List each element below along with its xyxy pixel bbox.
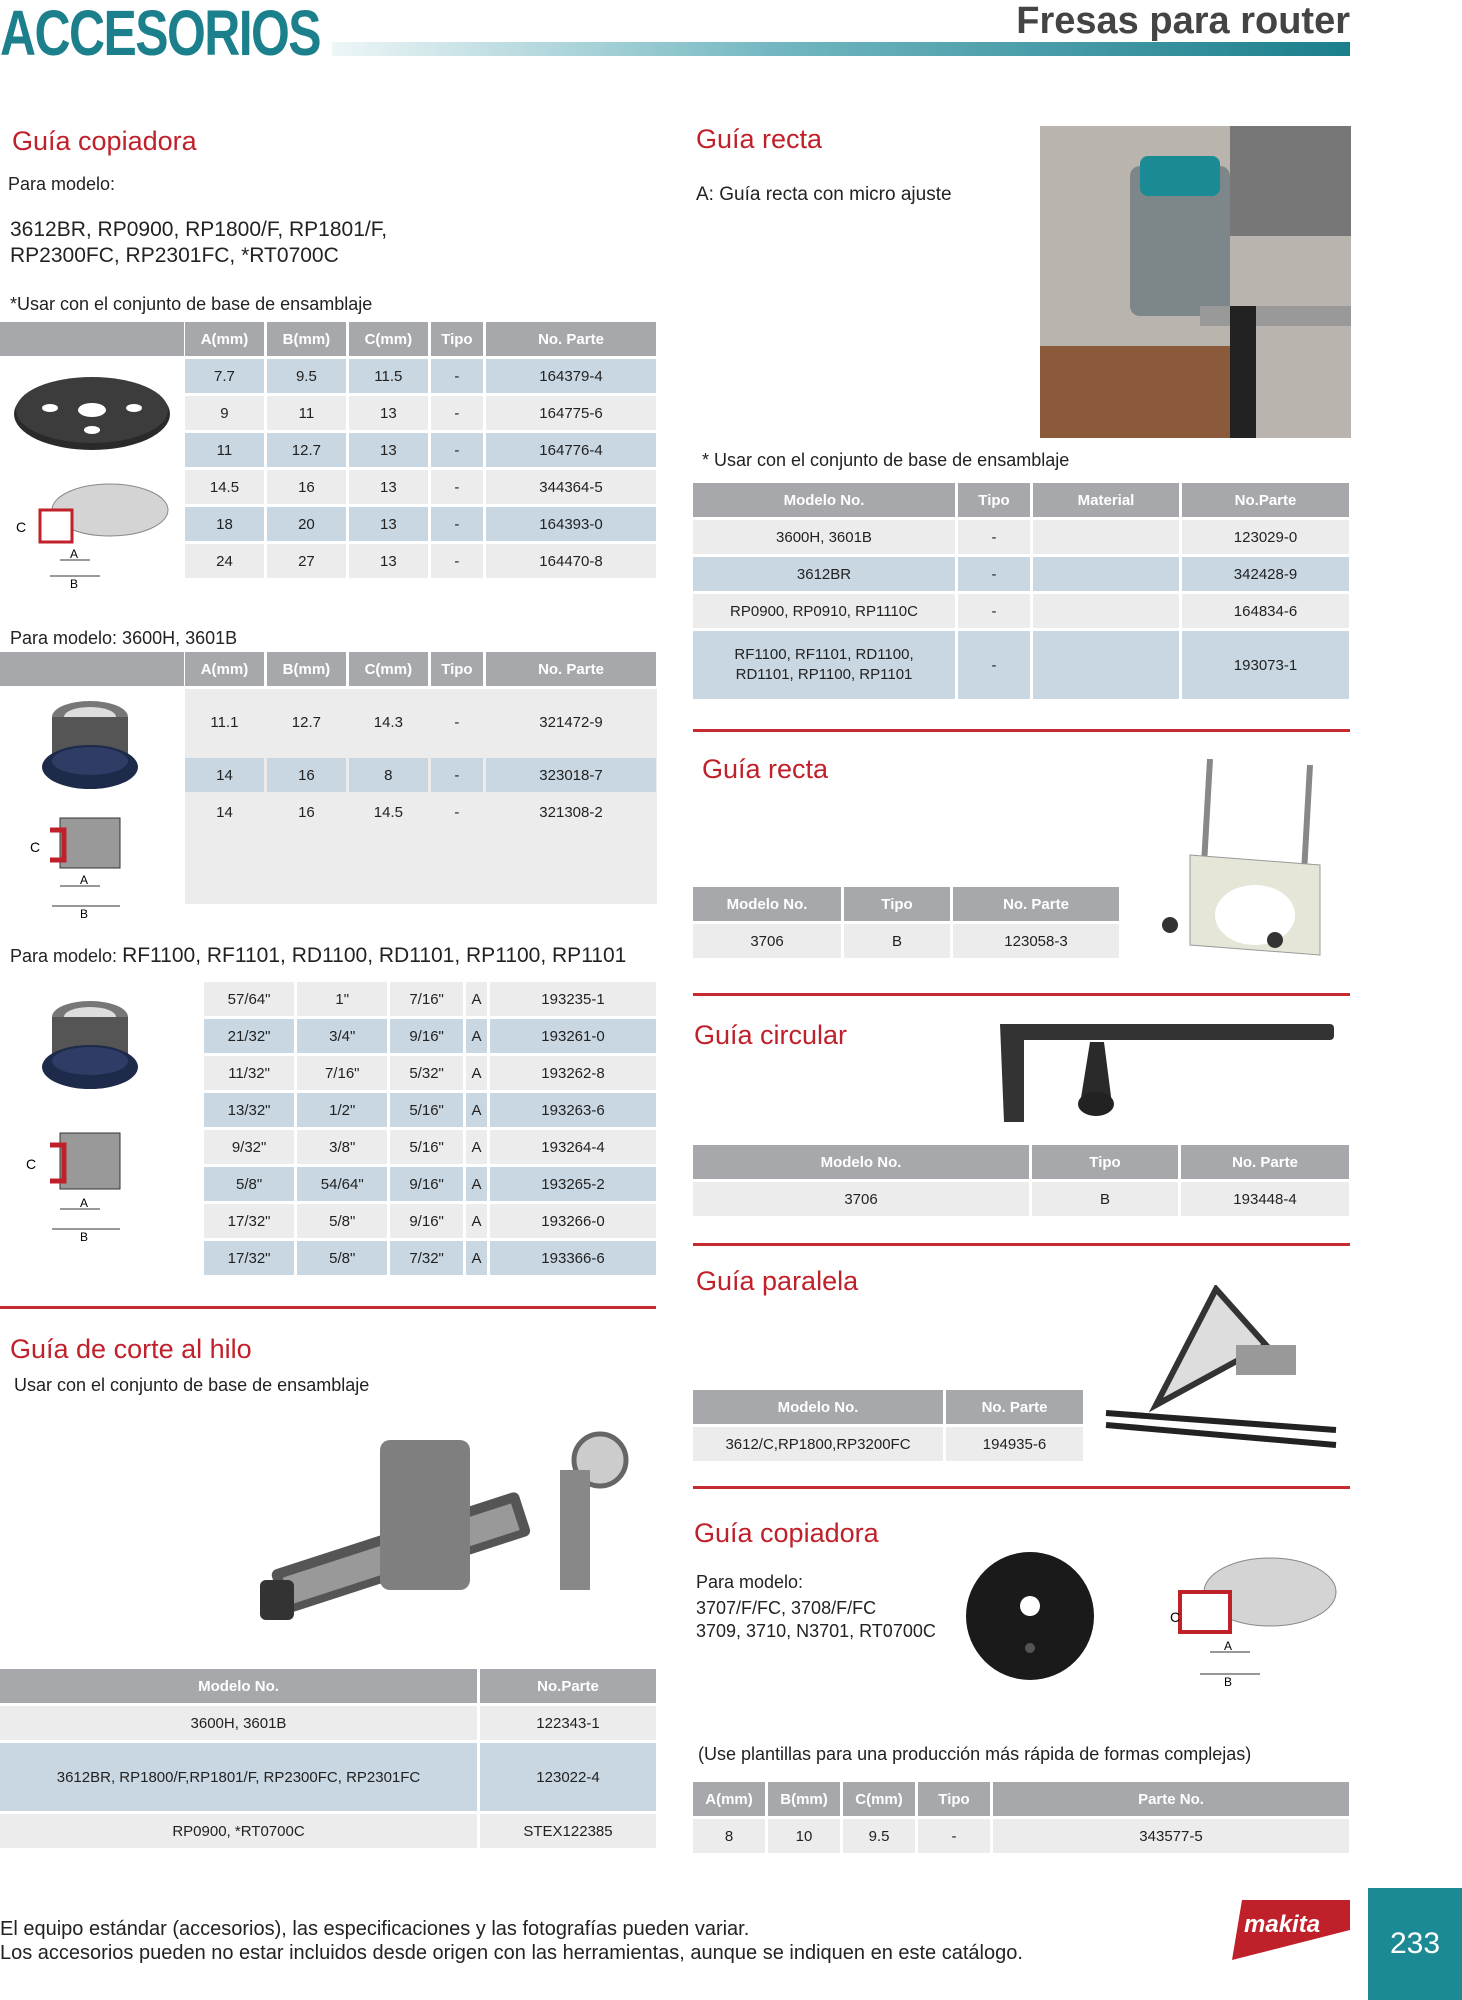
guia-paralela-table [690,1387,1086,1464]
cell: 18 [185,507,264,541]
table-row [0,1706,656,1740]
cell: 5/8" [204,1167,294,1201]
dim-b-label: B [70,577,79,590]
cell: 17/32" [204,1241,294,1275]
cell: 3612BR [693,557,955,591]
guia-recta-table [690,480,1352,702]
template-guide-image [962,1548,1098,1684]
col-modelo: Modelo No. [693,887,841,921]
cell: 343577-5 [993,1819,1349,1853]
cell: 1" [297,982,387,1016]
cell: 164776-4 [486,433,656,467]
cell: - [431,433,483,467]
corte-hilo-table [0,1666,659,1851]
table-row [693,1819,1349,1853]
col-tipo: Tipo [958,483,1030,517]
cell: B [844,924,950,958]
dim-c-label: C [16,519,27,535]
cell [1033,557,1179,591]
section-heading-guia-copiadora-2: Guía copiadora [694,1518,879,1548]
table-row [204,1167,656,1201]
cell: RP0900, RP0910, RP1110C [693,594,955,628]
para-modelo-rf-label [10,944,626,968]
cell: 164470-8 [486,544,656,578]
col-tipo: Tipo [844,887,950,921]
straight-guide-image [1150,755,1340,970]
cell: A [466,1019,487,1053]
col-material: Material [1033,483,1179,517]
table-header-spacer [0,322,184,356]
footer-line-1: El equipo estándar (accesorios), las especificaciones y las fotografías pueden variar. [0,1918,750,1940]
models-line-2: RP2300FC, RP2301FC, *RT0700C [10,244,339,267]
table-row [204,1056,656,1090]
section-heading-guia-recta: Guía recta [696,124,823,154]
table-row [185,689,656,755]
cell: - [431,507,483,541]
col-parte: Parte No. [993,1782,1349,1816]
col-b: B(mm) [267,322,346,356]
cell: 7.7 [185,359,264,393]
table-row [185,396,656,430]
table-row [204,1019,656,1053]
cell: 57/64" [204,982,294,1016]
col-modelo: Modelo No. [0,1669,477,1703]
cell: - [958,520,1030,554]
dim-c-label: C [1170,1609,1181,1625]
dim-b-label: B [80,1230,89,1244]
cell: 164775-6 [486,396,656,430]
col-tipo: Tipo [1032,1145,1178,1179]
cell: 12.7 [267,689,346,755]
cell: B [1032,1182,1178,1216]
col-tipo: Tipo [918,1782,990,1816]
section-heading-guia-circular: Guía circular [694,1020,848,1050]
template-note: (Use plantillas para una producción más rápida de formas complejas) [698,1744,1252,1764]
modelo-3600-table [182,649,659,832]
cell: A [466,1056,487,1090]
dim-a-label: A [80,1196,89,1210]
table-row [693,1182,1349,1216]
cell: - [431,544,483,578]
col-b: B(mm) [267,652,346,686]
cell: 9/32" [204,1130,294,1164]
cell: 164379-4 [486,359,656,393]
guia-recta-2-table [690,884,1122,961]
cell: 14.3 [349,689,428,755]
cell: 7/16" [390,982,463,1016]
cell: 193448-4 [1181,1182,1349,1216]
col-c: C(mm) [349,322,428,356]
cell: 9/16" [390,1167,463,1201]
circular-guide-image [994,1012,1344,1130]
table-row [185,470,656,504]
rip-fence-image [260,1410,640,1630]
cell: 9.5 [267,359,346,393]
cell: 20 [267,507,346,541]
table-row [185,433,656,467]
cell: 193366-6 [490,1241,656,1275]
cell: A [466,1130,487,1164]
cell: 123022-4 [480,1743,656,1811]
col-parte: No. Parte [486,322,656,356]
para-modelo-models: RF1100, RF1101, RD1100, RD1101, RP1100, RP1101 [122,944,627,967]
cell: 123029-0 [1182,520,1349,554]
divider [0,1306,656,1309]
cell: 3/8" [297,1130,387,1164]
page-title: Fresas para router [1016,0,1350,42]
table-header-spacer [0,652,184,686]
table-row [0,1814,656,1848]
cell: 8 [349,758,428,792]
col-parte: No.Parte [1182,483,1349,517]
col-c: C(mm) [843,1782,915,1816]
cell: - [431,470,483,504]
cell: - [431,359,483,393]
col-parte: No. Parte [946,1390,1083,1424]
cell: 9 [185,396,264,430]
table-row [185,795,656,829]
cell: 13 [349,433,428,467]
col-modelo: Modelo No. [693,483,955,517]
bushing-diagram [20,810,140,920]
cell: RP0900, *RT0700C [0,1814,477,1848]
table-row [693,924,1119,958]
cell: 3612BR, RP1800/F,RP1801/F, RP2300FC, RP2301FC [0,1743,477,1811]
table-row [204,1204,656,1238]
cell: 10 [768,1819,840,1853]
cell: - [431,795,483,829]
cell: RF1100, RF1101, RD1100, RD1101, RP1100, RP1101 [693,631,955,699]
parallel-guide-image [1096,1285,1346,1450]
cell: 13 [349,470,428,504]
cell: 193262-8 [490,1056,656,1090]
cell: 13/32" [204,1093,294,1127]
cell: 3706 [693,924,841,958]
cell: 13 [349,507,428,541]
para-modelo-label-2: Para modelo: [696,1572,804,1592]
cell: 11.5 [349,359,428,393]
assembly-note: *Usar con el conjunto de base de ensamblaje [10,294,373,314]
guia-copiadora-2-table [690,1779,1352,1856]
cell: 14.5 [349,795,428,829]
dim-c-label: C [30,839,41,855]
guia-recta-desc: A: Guía recta con micro ajuste [696,184,952,205]
cell: 5/16" [390,1130,463,1164]
cell: 193265-2 [490,1167,656,1201]
template-guide-diagram [1160,1552,1340,1692]
divider [693,1243,1350,1246]
table-row [204,982,656,1016]
guia-copiadora-table [182,319,659,581]
cell: - [958,557,1030,591]
cell: 193235-1 [490,982,656,1016]
cell: 14 [185,758,264,792]
cell: 123058-3 [953,924,1119,958]
cell: 3600H, 3601B [0,1706,477,1740]
cell: 11 [267,396,346,430]
cell: 7/16" [297,1056,387,1090]
table-row [204,1241,656,1275]
guia-recta-note: * Usar con el conjunto de base de ensamblaje [702,450,1070,470]
divider [693,993,1350,996]
cell: 14.5 [185,470,264,504]
table-row [693,557,1349,591]
col-c: C(mm) [349,652,428,686]
cell: 16 [267,795,346,829]
bushing-image-rf [40,995,140,1105]
section-heading-guia-paralela: Guía paralela [696,1266,859,1296]
cell: 9/16" [390,1204,463,1238]
col-parte: No. Parte [953,887,1119,921]
col-a: A(mm) [185,322,264,356]
divider [693,729,1350,732]
cell: 54/64" [297,1167,387,1201]
col-modelo: Modelo No. [693,1145,1029,1179]
cell: 3600H, 3601B [693,520,955,554]
cell: 8 [693,1819,765,1853]
cell: 321472-9 [486,689,656,755]
footer-line-2: Los accesorios pueden no estar incluidos desde origen con las herramientas, aunque se indiquen en este catálogo. [0,1942,1023,1964]
cell: 11/32" [204,1056,294,1090]
cell: A [466,1241,487,1275]
table-row [693,631,1349,699]
cell: 321308-2 [486,795,656,829]
makita-logo [1232,1890,1350,1970]
section-heading-corte-hilo: Guía de corte al hilo [10,1334,252,1364]
cell: 193073-1 [1182,631,1349,699]
bushing-diagram-rf [20,1125,140,1245]
table-row [185,507,656,541]
cell: 1/2" [297,1093,387,1127]
cell: 14 [185,795,264,829]
table-row [204,1093,656,1127]
cell: - [958,594,1030,628]
template-disc-image [10,370,175,455]
col-tipo: Tipo [431,652,483,686]
cell: 9/16" [390,1019,463,1053]
col-modelo: Modelo No. [693,1390,943,1424]
dim-a-label: A [70,547,79,561]
modelo-rf-table [201,979,659,1278]
cell: 194935-6 [946,1427,1083,1461]
dim-a-label: A [80,873,89,887]
table-row [185,758,656,792]
table-row [693,1427,1083,1461]
table-row [693,520,1349,554]
cell: 5/32" [390,1056,463,1090]
cell: 193264-4 [490,1130,656,1164]
table-row [185,359,656,393]
cell: 3706 [693,1182,1029,1216]
router-photo [1040,126,1351,438]
cell: 342428-9 [1182,557,1349,591]
cell [1033,631,1179,699]
para-modelo-prefix: Para modelo: [10,946,123,966]
cell: 122343-1 [480,1706,656,1740]
col-a: A(mm) [185,652,264,686]
table-row [185,544,656,578]
corte-hilo-note: Usar con el conjunto de base de ensamblaje [14,1375,370,1395]
col-a: A(mm) [693,1782,765,1816]
cross-section-diagram [10,470,170,590]
cell: 193266-0 [490,1204,656,1238]
cell: - [918,1819,990,1853]
cell: 9.5 [843,1819,915,1853]
dim-b-label: B [80,907,89,920]
col-parte: No. Parte [1181,1145,1349,1179]
cell: 193263-6 [490,1093,656,1127]
cell [1033,594,1179,628]
para-modelo-3600-label: Para modelo: 3600H, 3601B [10,628,238,648]
cell: 21/32" [204,1019,294,1053]
cell [1033,520,1179,554]
cell: 5/16" [390,1093,463,1127]
table-row [204,1130,656,1164]
header-bar [332,42,1350,56]
models-line-1b: 3707/F/FC, 3708/F/FC [696,1598,877,1618]
cell: 13 [349,544,428,578]
col-parte: No.Parte [480,1669,656,1703]
cell: 7/32" [390,1241,463,1275]
para-modelo-label: Para modelo: [8,174,116,194]
cell: 11.1 [185,689,264,755]
models-line-2b: 3709, 3710, N3701, RT0700C [696,1621,936,1641]
cell: 27 [267,544,346,578]
dim-a-label: A [1224,1639,1233,1653]
cell: 164834-6 [1182,594,1349,628]
cell: 17/32" [204,1204,294,1238]
cell: 3612/C,RP1800,RP3200FC [693,1427,943,1461]
bushing-image [40,695,140,805]
cell: 323018-7 [486,758,656,792]
table-row [693,594,1349,628]
guia-circular-table [690,1142,1352,1219]
cell: STEX122385 [480,1814,656,1848]
section-heading-guia-recta-2: Guía recta [702,754,829,784]
table-row [0,1743,656,1811]
cell: 16 [267,470,346,504]
cell: 193261-0 [490,1019,656,1053]
cell: A [466,1167,487,1201]
cell: - [958,631,1030,699]
cell: - [431,758,483,792]
col-parte: No. Parte [486,652,656,686]
brand-name: makita [1244,1911,1321,1938]
col-tipo: Tipo [431,322,483,356]
dim-b-label: B [1224,1675,1233,1689]
divider [693,1486,1350,1489]
cell: - [431,396,483,430]
section-title: ACCESORIOS [0,0,321,69]
cell: 16 [267,758,346,792]
cell: A [466,1093,487,1127]
cell: 344364-5 [486,470,656,504]
cell: 12.7 [267,433,346,467]
dim-c-label: C [26,1156,37,1172]
models-line-1: 3612BR, RP0900, RP1800/F, RP1801/F, [10,218,388,241]
cell: - [431,689,483,755]
cell: 3/4" [297,1019,387,1053]
cell: 164393-0 [486,507,656,541]
col-b: B(mm) [768,1782,840,1816]
cell: 11 [185,433,264,467]
section-heading-guia-copiadora: Guía copiadora [12,126,197,156]
cell: 13 [349,396,428,430]
cell: 24 [185,544,264,578]
cell: A [466,1204,487,1238]
cell: A [466,982,487,1016]
cell: 5/8" [297,1241,387,1275]
cell: 5/8" [297,1204,387,1238]
page-number: 233 [1368,1888,1462,2000]
